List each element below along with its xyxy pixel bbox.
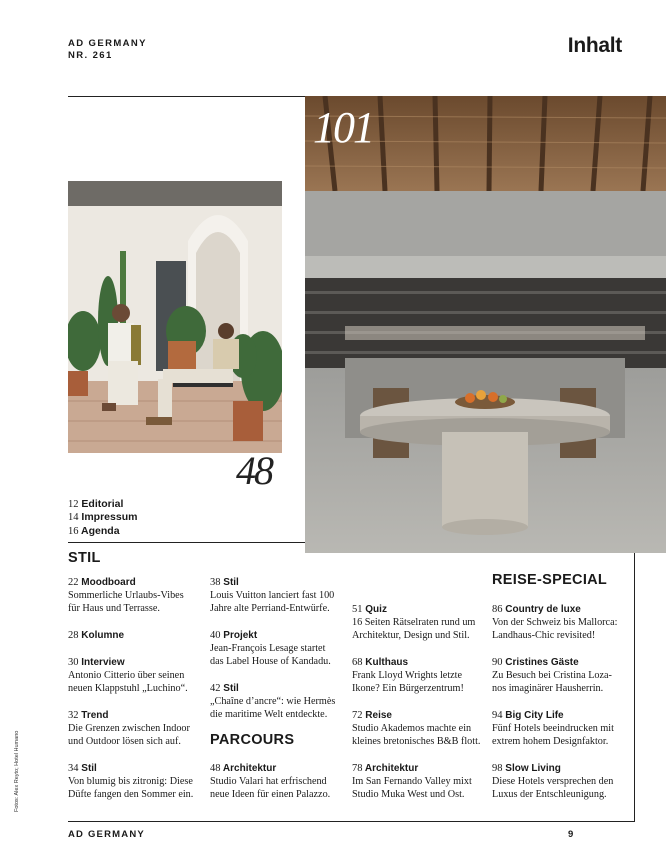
section-heading-stil: STIL	[68, 550, 101, 566]
toc-entry[interactable]: 68 Kulthaus Frank Lloyd Wrights letzte Ikone? Ein Bürgerzentrum!	[352, 657, 464, 695]
toc-entry[interactable]: 22 Moodboard Sommerliche Urlaubs-Vibes für Haus und Terrasse.	[68, 577, 184, 615]
magazine-masthead	[68, 38, 147, 62]
footer-magazine-name: AD GERMANY	[68, 829, 145, 840]
header-rule	[68, 96, 305, 97]
small-photo-page-number: 48	[236, 448, 272, 493]
magazine-name: AD GERMANY	[68, 38, 147, 49]
toc-entry[interactable]: 78 Architektur Im San Fernando Valley mixt Studio Muka West und Ost.	[352, 763, 472, 801]
toc-entry[interactable]: 90 Cristines Gäste Zu Besuch bei Cristina Loza- nos imaginärer Hausherrin.	[492, 657, 612, 695]
toc-entry-editorial[interactable]: 12 Editorial	[68, 498, 124, 510]
right-column-rule	[634, 553, 635, 821]
toc-entry[interactable]: 40 Projekt Jean-François Lesage startet das Label House of Kandadu.	[210, 630, 331, 668]
hero-page-number: 101	[313, 103, 373, 152]
toc-entry[interactable]: 30 Interview Antonio Citterio über seinen neuen Klappstuhl „Luchino“.	[68, 657, 188, 695]
issue-number: NR. 261	[68, 50, 113, 61]
photo-credit: Fotos: Alex Reyto; Hotel Humano	[14, 730, 20, 812]
toc-entry[interactable]: 48 Architektur Studio Valari hat erfrischend neue Ideen für einen Palazzo.	[210, 763, 331, 801]
footer-rule	[68, 821, 635, 822]
stil-top-rule	[68, 542, 305, 543]
toc-entry[interactable]: 98 Slow Living Diese Hotels versprechen den Luxus der Entschleunigung.	[492, 763, 614, 801]
toc-entry[interactable]: 51 Quiz 16 Seiten Rätselraten rund um Architektur, Design und Stil.	[352, 604, 476, 642]
toc-entry[interactable]: 72 Reise Studio Akademos machte ein kleines bretonisches B&B flott.	[352, 710, 481, 748]
toc-entry[interactable]: 34 Stil Von blumig bis zitronig: Diese Düfte fangen den Sommer ein.	[68, 763, 194, 801]
toc-entry[interactable]: 38 Stil Louis Vuitton lanciert fast 100 Jahre alte Perriand-Entwürfe.	[210, 577, 335, 615]
courtyard-photo	[68, 181, 282, 453]
toc-entry[interactable]: 32 Trend Die Grenzen zwischen Indoor und Outdoor lösen sich auf.	[68, 710, 190, 748]
section-heading-parcours: PARCOURS	[210, 732, 295, 748]
toc-entry[interactable]: 86 Country de luxe Von der Schweiz bis Mallorca: Landhaus-Chic revisited!	[492, 604, 618, 642]
toc-entry[interactable]: 42 Stil „Chaîne d’ancre“: wie Hermès die maritime Welt entdeckte.	[210, 683, 336, 721]
toc-top-list	[68, 498, 137, 538]
toc-entry[interactable]: 94 Big City Life Fünf Hotels beeindrucken mit extrem hohem Designfaktor.	[492, 710, 614, 748]
courtyard-photo-illustration	[68, 181, 282, 453]
page-title: Inhalt	[567, 34, 622, 57]
toc-entry-impressum[interactable]: 14 Impressum	[68, 511, 138, 524]
section-heading-reise-special: REISE-SPECIAL	[492, 572, 608, 588]
hero-photo-illustration	[305, 96, 666, 553]
toc-entry-agenda[interactable]: 16 Agenda	[68, 524, 120, 537]
hero-photo	[305, 96, 666, 553]
toc-entry[interactable]: 28 Kolumne	[68, 630, 125, 641]
page-number: 9	[568, 829, 575, 840]
